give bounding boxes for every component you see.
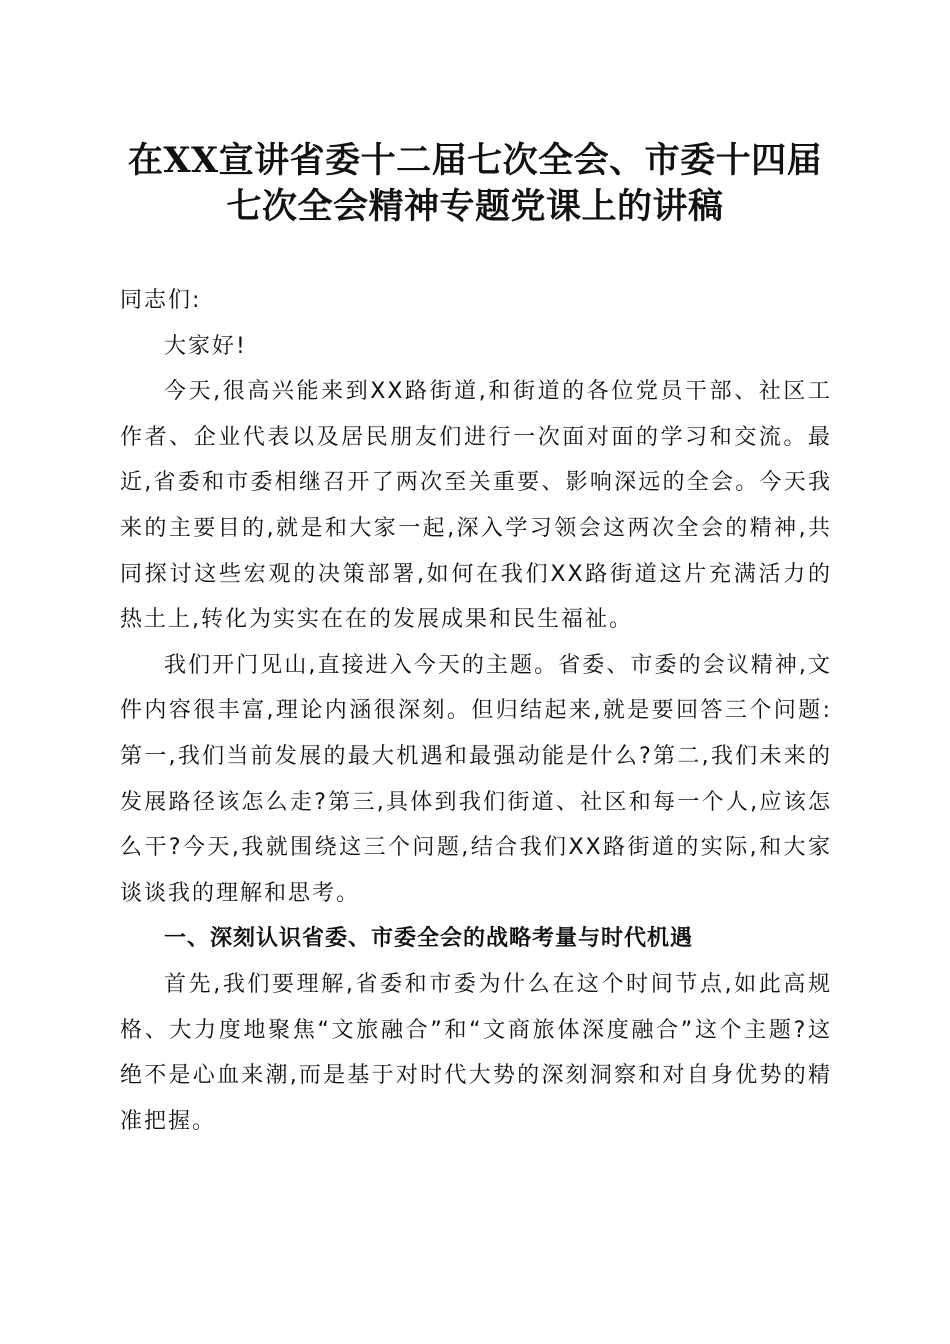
title-line-2: 七次全会精神专题党课上的讲稿 [226,186,724,227]
paragraph-intro: 今天,很高兴能来到XX路街道,和街道的各位党员干部、社区工作者、企业代表以及居民朋友们进行一次面对面的学习和交流。最近,省委和市委相继召开了两次至关重要、影响深远的全会。今天我来的主要目的,就是和大家一起,深入学习领会这两次全会的精神,共同探讨这些宏观的决策部署,如何在我们XX路街道这片充满活力的热土上,转化为实实在在的发展成果和民生福祉。 [120,379,832,633]
document-body [120,278,832,1144]
salutation: 同志们: [120,288,202,313]
document-title [100,138,850,230]
section-heading: 一、深刻认识省委、市委全会的战略考量与时代机遇 [164,926,694,952]
greeting: 大家好! [164,333,247,359]
title-line-1: 在XX宣讲省委十二届七次全会、市委十四届 [127,140,823,181]
section-paragraph: 首先,我们要理解,省委和市委为什么在这个时间节点,如此高规格、大力度地聚焦“文旅融合”和“文商旅体深度融合”这个主题?这绝不是心血来潮,而是基于对时代大势的深刻洞察和对自身优势的精准把握。 [120,971,832,1134]
paragraph-questions: 我们开门见山,直接进入今天的主题。省委、市委的会议精神,文件内容很丰富,理论内涵很深刻。但归结起来,就是要回答三个问题:第一,我们当前发展的最大机遇和最强动能是什么?第二,我们未来的发展路径该怎么走?第三,具体到我们街道、社区和每一个人,应该怎么干?今天,我就围绕这三个问题,结合我们XX路街道的实际,和大家谈谈我的理解和思考。 [120,652,832,906]
